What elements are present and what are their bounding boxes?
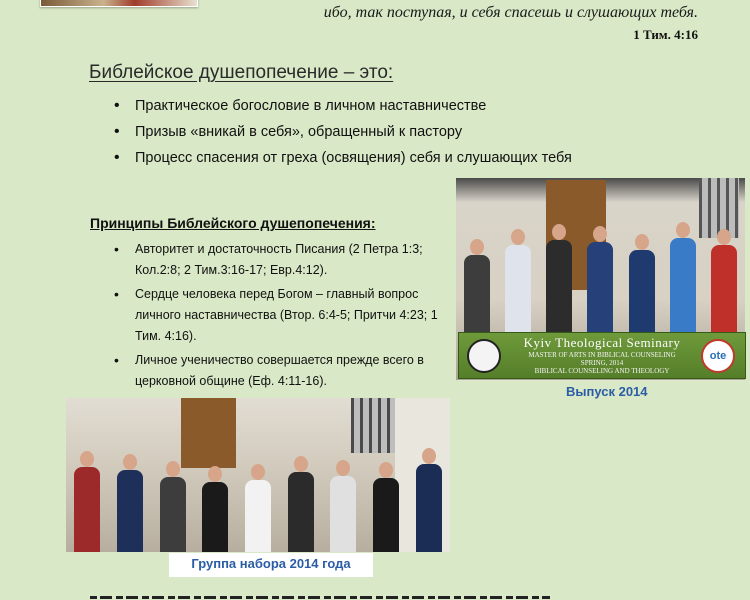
window: [351, 398, 396, 453]
list-item: • Процесс спасения от греха (освящения) себя и слушающих тебя: [110, 145, 730, 171]
person: [670, 222, 696, 350]
list-item: • Авторитет и достаточность Писания (2 Петра 1:3; Кол.2:8; 2 Тим.3:16-17; Евр.4:12).: [110, 239, 460, 281]
banner-line: SPRING, 2014: [580, 359, 624, 367]
person: [373, 462, 399, 552]
person: [245, 464, 271, 552]
cut-off-text-line: [90, 592, 550, 600]
list-item: • Личное ученичество совершается прежде всего в церковной общине (Еф. 4:11-16).: [110, 350, 460, 392]
bible-verse: ибо, так поступая, и себя спасешь и слушающих тебя.: [323, 4, 698, 21]
person: [330, 460, 356, 552]
banner-title: Kyiv Theological Seminary: [523, 335, 681, 350]
seminary-seal-icon: [467, 339, 501, 373]
person: [160, 461, 186, 552]
banner-line: BIBLICAL COUNSELING AND THEOLOGY: [534, 367, 670, 375]
section-heading-principles: Принципы Библейского душепопечения:: [90, 215, 376, 231]
section-heading-definition: Библейское душепопечение – это:: [89, 62, 394, 83]
list-item: • Практическое богословие в личном наставничестве: [110, 93, 730, 119]
group-photo: [66, 398, 450, 552]
banner-line: MASTER OF ARTS IN BIBLICAL COUNSELING: [528, 351, 676, 359]
list-item: • Призыв «вникай в себя», обращенный к пастору: [110, 119, 730, 145]
verse-reference: 1 Тим. 4:16: [633, 27, 698, 42]
person: [416, 448, 442, 552]
graduation-caption: Выпуск 2014: [566, 384, 648, 399]
list-item: • Сердце человека перед Богом – главный вопрос личного наставничества (Втор. 6:4-5; Притчи 4:23; 1 Тим. 4:16).: [110, 284, 460, 347]
person: [288, 456, 314, 552]
person: [74, 451, 100, 552]
group-caption: Группа набора 2014 года: [191, 556, 351, 571]
person: [202, 466, 228, 552]
seminary-banner: [458, 332, 746, 379]
ote-logo-icon: ote: [701, 339, 735, 373]
top-photo-fragment: [40, 0, 198, 7]
people-group: [456, 222, 745, 350]
people-group: [66, 448, 450, 552]
person: [117, 454, 143, 552]
definition-list: [110, 93, 730, 171]
principles-list: [110, 239, 460, 395]
